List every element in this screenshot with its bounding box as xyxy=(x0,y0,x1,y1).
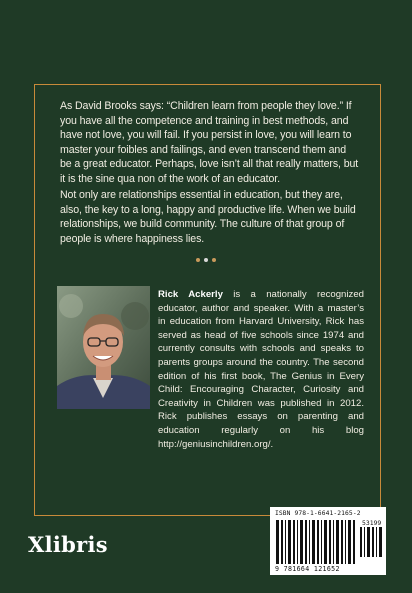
barcode-digits: 9 781664 121652 xyxy=(275,565,340,573)
isbn-label: ISBN 978-1-6641-2165-2 xyxy=(275,510,361,517)
divider-dot xyxy=(204,258,208,262)
section-divider-dots xyxy=(0,258,412,262)
barcode-bars xyxy=(276,520,358,564)
divider-dot xyxy=(196,258,200,262)
divider-dot xyxy=(212,258,216,262)
author-bio xyxy=(158,288,364,451)
publisher-logo: Xlibris xyxy=(28,532,108,557)
quote-paragraph: As David Brooks says: “Children learn from people they love.” If you have all the competence and training in best methods, and have not love, you will fail. If you persist in love, you will learn to master your foibles and failings, and even transcend them and be a great educator. Perhaps, love isn’t all that really matters, but it is the sine qua non of the work of an educator. xyxy=(60,100,359,185)
price-barcode-bars xyxy=(360,527,382,557)
author-bio-text: is a nationally recognized educator, author and speaker. With a master’s in education from Harvard University, Rick has served as head of five schools since 1974 and currently consults with schools and speaks to parents groups around the country. The second edition of his first book, The Genius in Every Child: Encouraging Character, Curiosity and Creativity in Children was published in 2012. Rick publishes essays on parenting and education regularly on his blog http://geniusinchildren.org/. xyxy=(158,289,364,450)
price-code: 53199 xyxy=(362,519,382,527)
barcode xyxy=(270,507,386,575)
author-photo xyxy=(57,286,150,409)
author-name: Rick Ackerly xyxy=(158,289,223,300)
relationships-paragraph: Not only are relationships essential in education, but they are, also, the key to a long, happy and productive life. When we build relationships, we build community. The culture of that group of people is where happiness lies. xyxy=(60,189,356,245)
